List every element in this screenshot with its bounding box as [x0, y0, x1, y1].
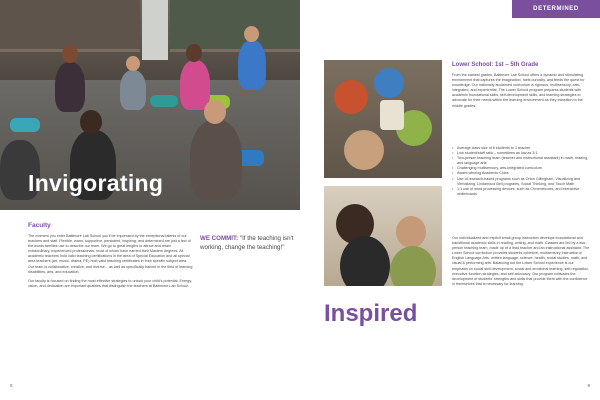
faculty-paragraph: Our faculty is focused on finding the most effective strategies to unlock your child's potential. Energy, vision, and dedication are important qualities that distinguish the teachers at Baltimore Lab School. — [28, 278, 192, 288]
students-reading-photo — [324, 60, 442, 178]
classroom-photo — [0, 0, 300, 210]
teacher-student-photo — [324, 186, 442, 286]
page-number-right: 9 — [587, 383, 590, 388]
page-number-left: 8 — [10, 383, 13, 388]
list-item: • Challenging multisensory, arts-integrated curriculum — [452, 166, 590, 171]
list-item: • Award-winning Academic Clubs — [452, 171, 590, 176]
lower-school-heading: Lower School: 1st – 5th Grade — [452, 62, 539, 68]
faculty-body — [28, 234, 193, 293]
hero-title: Invigorating — [28, 170, 164, 196]
list-item: • Low student/staff ratio – sometimes as low as 3:1 — [452, 151, 590, 156]
lower-school-body: Our individualized and explicit small group instruction develops foundational and transitional academic skills in reading, writing, and math. Classes are led by a two-person teaching team, made up of a lead teacher and an instructional assistant. The Lower School curriculum provides students cohesive, multisensory instruction in English Language Arts, written language, science, health, social studies, math, and visual & performing arts. Balancing out the Lower School experience is our emphasis on social skill development, social and emotional learning, self-regulation, executive function strategies, and self-advocacy. Our program cultivates the development of students' strengths and skills that provide them with the confidence in themselves that is necessary for learning. — [452, 236, 590, 286]
list-item: • 1:1 use of word processing devices, such as Chromebooks, and interactive whiteboards — [452, 187, 590, 197]
inspired-title: Inspired — [324, 300, 418, 327]
list-item: • Use of research-based programs such as Orton Gillingham, Visualizing and Verbalizing, Lindamood Bell programs, Social Thinking, and Touch Math — [452, 177, 590, 187]
section-tag: DETERMINED — [512, 0, 600, 18]
list-item: • Two-person teaching team (teacher and instructional assistant) in math, reading, and language arts — [452, 156, 590, 166]
commit-quote — [200, 234, 295, 252]
right-page — [300, 0, 600, 400]
lower-school-intro: From the earliest grades, Baltimore Lab School offers a dynamic and stimulating environment that captures the imagination, fuels curiosity, and feeds the quest for knowledge. Our nationally acclaimed curriculum is rigorous, multisensory, arts-integrated, and experiential. The Lower School program prepares students with academic foundational skills, self-development skills, and learning strategies to advocate for their needs within the learning environment as they transition to the middle grades. — [452, 73, 585, 108]
faculty-paragraph: The moment you enter Baltimore Lab School you'll be impressed by the exceptional talents of our teachers and staff. Flexible, warm, supportive, persistent, inspiring, and determined are just a few of the words families use to describe our team. We go to great lengths to attract and retain extraordinary, experienced professionals, most of whom have earned their Masters degrees. All academic teachers hold valid teaching certifications in the area of Special Education and all special area teachers (art, music, drama, PE) hold valid teaching certificates in their specific subject area. Our team is collaborative, creative, and diverse... as well as specifically trained in the field of learning disabilities, arts, and education. — [28, 234, 193, 274]
faculty-heading: Faculty — [28, 222, 51, 229]
lower-school-bullets — [452, 146, 590, 197]
commit-lead: WE COMMIT: — [200, 235, 239, 242]
list-item: • Average class size of 6 students to 1 teacher — [452, 146, 590, 151]
commit-text: "If the teaching isn't working, change the teaching!" — [200, 235, 294, 251]
